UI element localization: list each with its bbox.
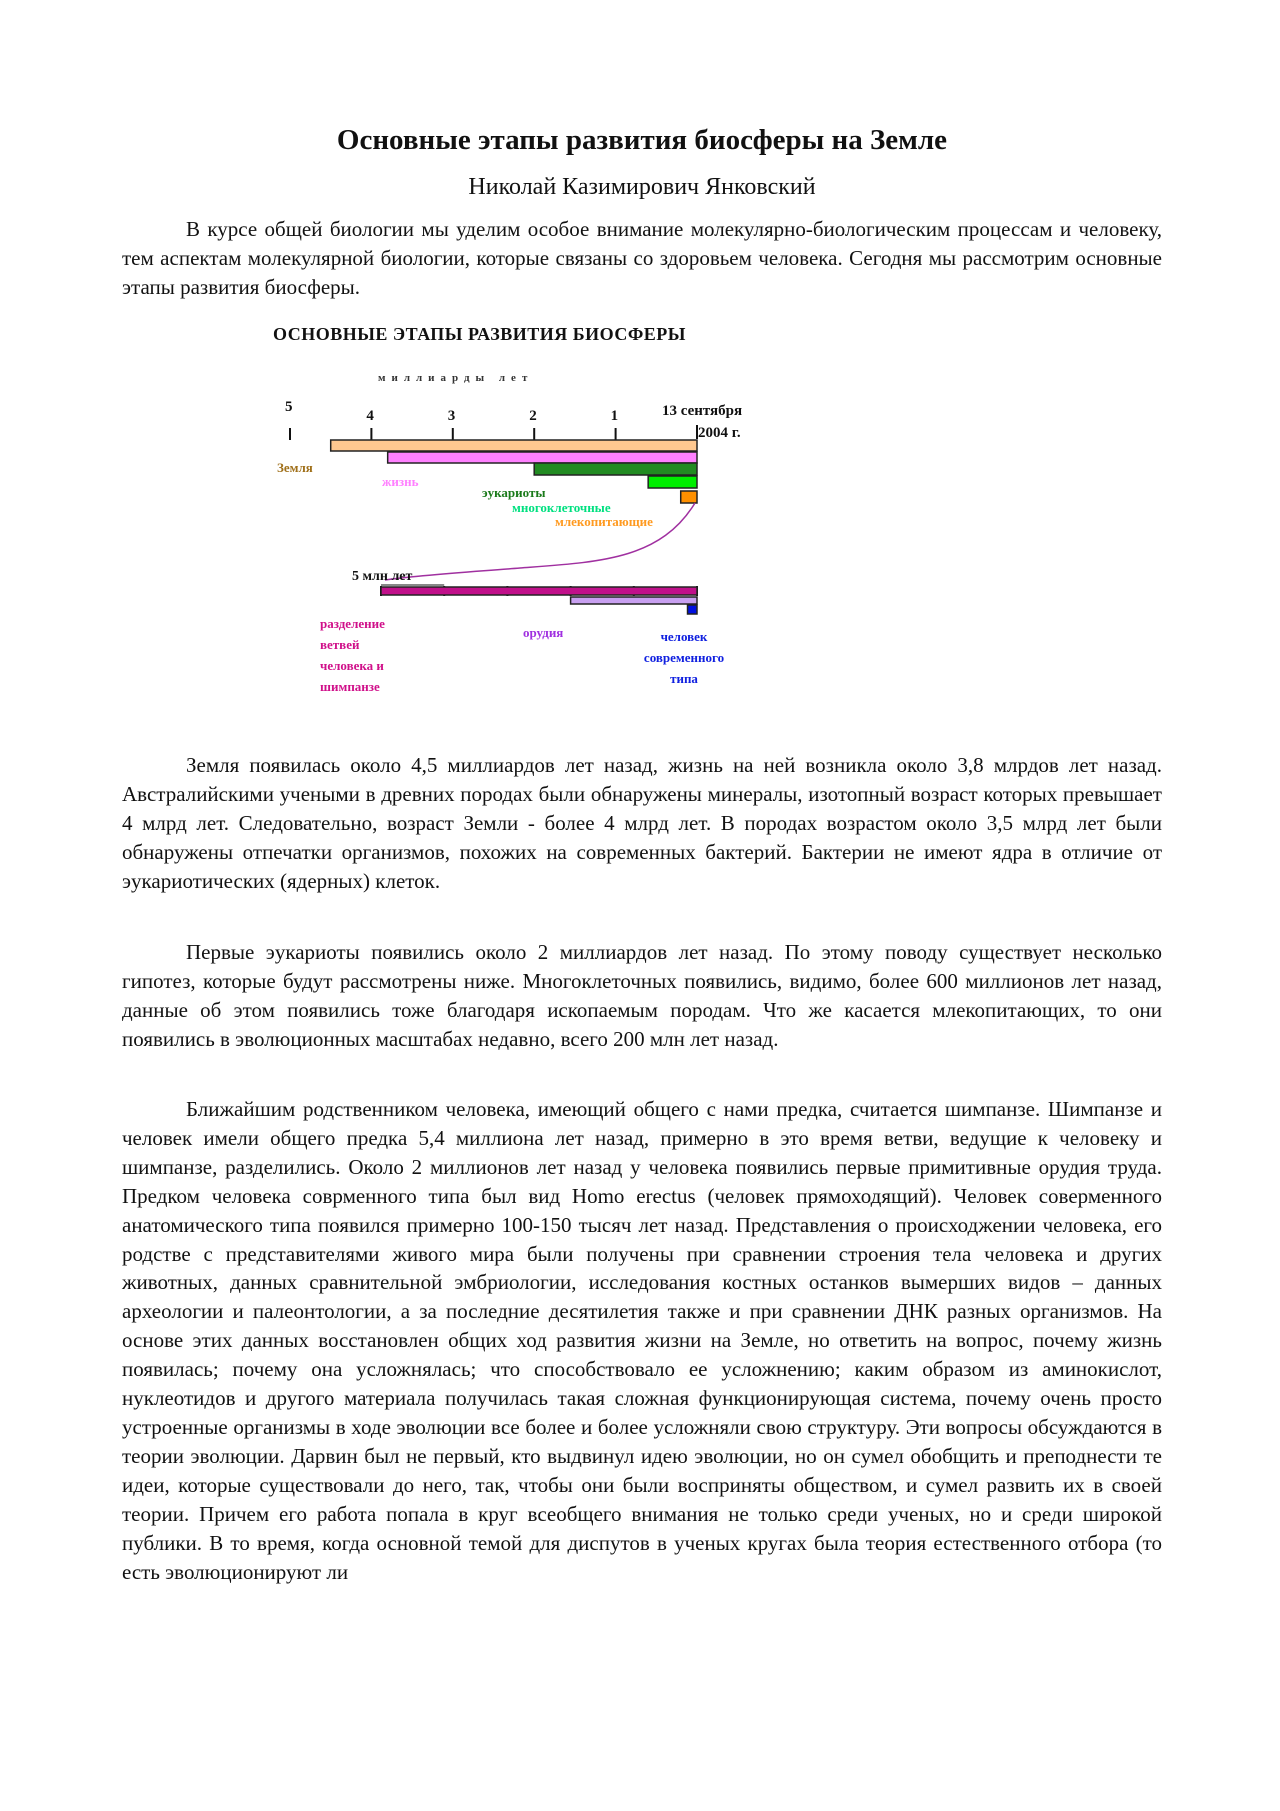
end-date-line1: 13 сентября <box>662 403 743 419</box>
stage-label: многоклеточные <box>512 500 611 515</box>
stage-label: Земля <box>277 460 313 475</box>
axis-tick-label: 1 <box>610 408 619 424</box>
end-date-line2: 2004 г. <box>698 425 741 441</box>
human-stage-label: типа <box>670 671 698 686</box>
human-stage-label: разделение <box>320 616 385 631</box>
body-paragraph: Земля появилась около 4,5 миллиардов лет назад, жизнь на ней возникла около 3,8 млрдов лет назад. Австралийскими учеными в древних породах были обнаружены минералы, изотопный возраст которых превышает 4 млрд лет. Следовательно, возраст Земли - более 4 млрд лет. В породах возрастом около 3,5 млрд лет были обнаружены отпечатки организмов, похожих на современных бактерий. Бактерии не имеют ядра в отличие от эукариотических (ядерных) клеток. <box>122 753 1162 893</box>
biosphere-stages-figure <box>0 0 1280 740</box>
human-stage-bar <box>571 597 697 604</box>
zoom-scale-label: 5 млн лет <box>352 569 413 584</box>
human-stage-bar <box>381 587 697 595</box>
document-title: Основные этапы развития биосферы на Земле <box>336 124 948 156</box>
human-stage-label: ветвей <box>320 637 360 652</box>
figure-title: ОСНОВНЫЕ ЭТАПЫ РАЗВИТИЯ БИОСФЕРЫ <box>273 324 686 344</box>
human-stage-label: человека и <box>320 658 384 673</box>
stage-bar <box>648 476 697 488</box>
stage-label: млекопитающие <box>555 514 653 529</box>
document-author: Николай Казимирович Янковский <box>468 174 816 200</box>
stage-label: эукариоты <box>482 485 546 500</box>
axis-tick-label: 4 <box>366 408 374 424</box>
body-paragraph: Первые эукариоты появились около 2 миллиардов лет назад. По этому поводу существует несколько гипотез, которые будут рассмотрены ниже. Многоклеточных появились, видимо, более 600 миллионов лет назад, данные об этом появились тоже благодаря ископаемым породам. Что же касается млекопитающих, то они появились в эволюционных масштабах недавно, всего 200 млн лет назад. <box>122 940 1162 1051</box>
stage-bar <box>388 452 697 463</box>
axis-ticks <box>285 399 618 440</box>
axis-tick-label: 2 <box>529 408 537 424</box>
human-stage-label: современного <box>643 650 725 665</box>
axis-tick-label: 3 <box>447 408 456 424</box>
stage-bar <box>534 463 697 475</box>
stage-bar <box>681 491 697 503</box>
intro-paragraph: В курсе общей биологии мы уделим особое внимание молекулярно-биологическим процессам и человеку, тем аспектам молекулярной биологии, которые связаны со здоровьем человека. Сегодня мы рассмотрим основные этапы развития биосферы. <box>122 217 1162 299</box>
body-paragraph: Ближайшим родственником человека, имеющий общего с нами предка, считается шимпанзе. Шимпанзе и человек имели общего предка 5,4 миллиона лет назад, примерно в это время ветви, ведущие к человеку и шимпанзе, разделились. Около 2 миллионов лет назад у человека появились первые примитивные орудия труда. Предком человека соврменного типа был вид Homo erectus (человек прямоходящий). Человек соверменного анатомического типа появился примерно 100-150 тысяч лет назад. Представления о происходжении человека, его родстве с представителями живого мира были получены при сравнении строения тела человека и других животных, данных сравнительной эмбриологии, исследования костных останков вымерших видов – данных археологии и палеонтологии, а за последние десятилетия также и при сравнении ДНК разных организмов. На основе этих данных восстановлен общих ход развития жизни на Земле, но ответить на вопрос, почему жизнь появилась; почему она усложнялась; что способствовало ее усложнению; каким образом из аминокислот, нуклеотидов и другого материала получилась такая сложная функционирующая система, почему очень просто устроенные организмы в ходе эволюции все более и более усложняли свою структуру. Эти вопросы обсуждаются в теории эволюции. Дарвин был не первый, кто выдвинул идею эволюции, но он сумел обобщить и преподнести те идеи, которые существовали до него, так, чтобы они были восприняты обществом, и сумел развить их в своей теории. Причем его работа попала в круг всеобщего внимания не только среди ученых, но и среди широкой публики. В то время, когда основной темой для диспутов в ученых кругах была теория естественного отбора (то есть эволюционируют ли <box>122 1097 1162 1584</box>
axis-unit-label: миллиарды лет <box>378 372 534 384</box>
human-stage-bar <box>688 605 697 614</box>
human-stage-labels <box>320 616 724 694</box>
human-stage-bars <box>381 587 697 614</box>
stage-bars <box>331 440 697 503</box>
human-stage-label: человек <box>660 629 708 644</box>
stage-label: жизнь <box>382 474 419 489</box>
axis-tick-label: 5 <box>285 399 293 415</box>
zoom-connector-curve <box>385 503 695 580</box>
human-stage-label: орудия <box>523 625 564 640</box>
stage-labels <box>277 460 653 529</box>
human-stage-label: шимпанзе <box>320 679 380 694</box>
figure-canvas <box>0 0 1280 740</box>
stage-bar <box>331 440 697 451</box>
human-axis-ticks <box>381 585 697 596</box>
